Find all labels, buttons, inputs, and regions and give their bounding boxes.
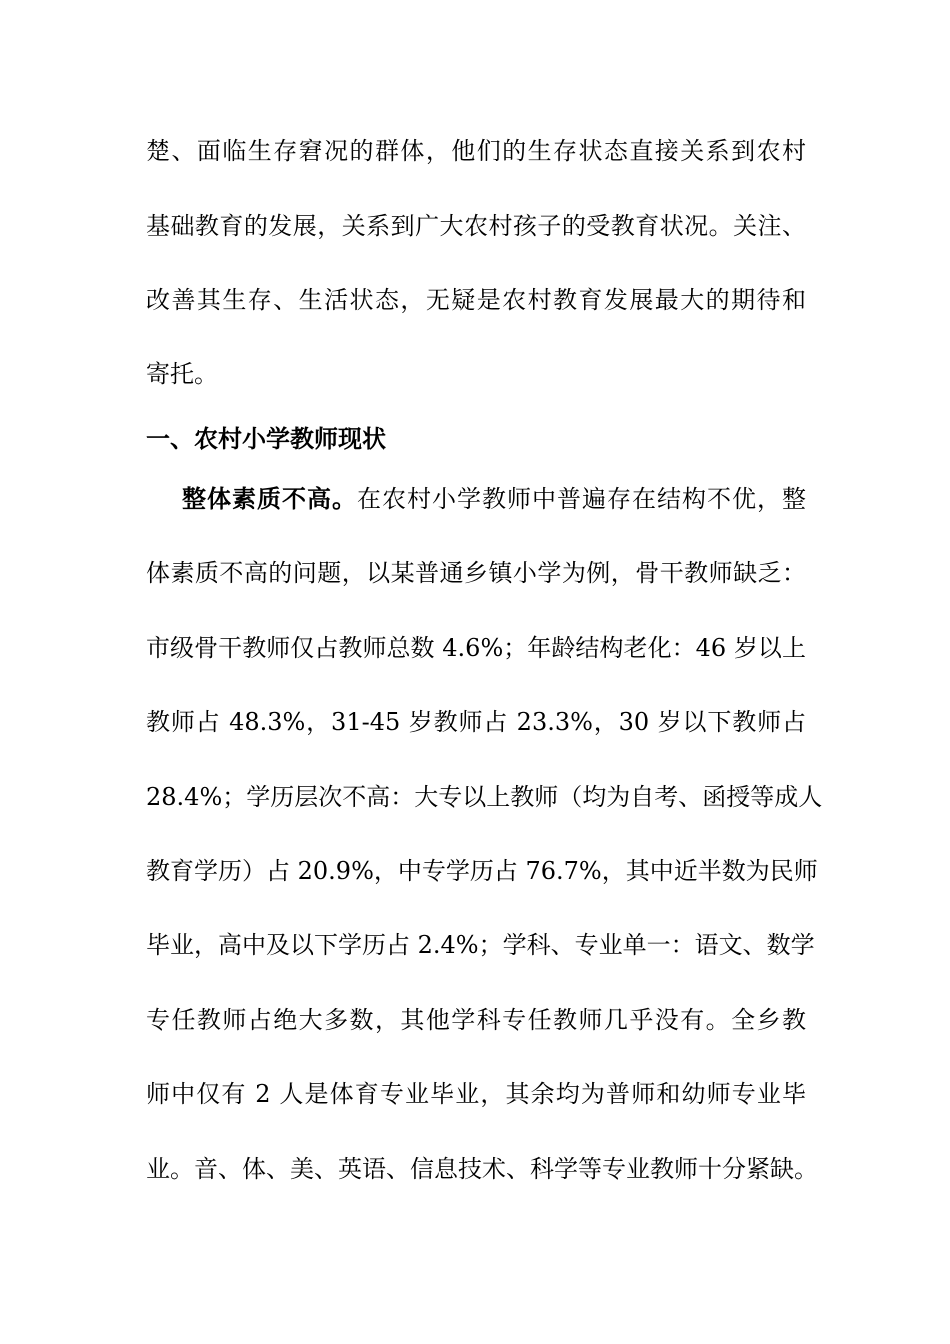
paragraph-2-line-2: 体素质不高的问题，以某普通乡镇小学为例，骨干教师缺乏： (146, 559, 806, 587)
paragraph-1-line-3: 改善其生存、生活状态，无疑是农村教育发展最大的期待和 (146, 286, 806, 314)
paragraph-2-line-1 (182, 484, 806, 514)
paragraph-2-line-10: 业。音、体、美、英语、信息技术、科学等专业教师十分紧缺。 (146, 1155, 818, 1183)
paragraph-2-line-8: 专任教师占绝大多数，其他学科专任教师几乎没有。全乡教 (146, 1006, 806, 1034)
paragraph-2-line-4: 教师占 48.3%，31-45 岁教师占 23.3%，30 岁以下教师占 (146, 708, 806, 736)
paragraph-2-line-5: 28.4%；学历层次不高：大专以上教师（均为自考、函授等成人 (146, 783, 823, 811)
section-heading: 一、农村小学教师现状 (146, 424, 386, 453)
paragraph-2-line-1-rest: 在农村小学教师中普遍存在结构不优，整 (357, 485, 806, 513)
paragraph-2-lead-bold: 整体素质不高。 (182, 484, 357, 513)
paragraph-1-line-4: 寄托。 (146, 360, 218, 388)
paragraph-2-line-6: 教育学历）占 20.9%，中专学历占 76.7%，其中近半数为民师 (146, 857, 818, 885)
paragraph-1-line-2: 基础教育的发展，关系到广大农村孩子的受教育状况。关注、 (146, 212, 806, 240)
paragraph-2-line-3: 市级骨干教师仅占教师总数 4.6%；年龄结构老化：46 岁以上 (146, 634, 806, 662)
paragraph-2-line-9: 师中仅有 2 人是体育专业毕业，其余均为普师和幼师专业毕 (146, 1080, 806, 1108)
paragraph-2-line-7: 毕业，高中及以下学历占 2.4%；学科、专业单一：语文、数学 (146, 931, 815, 959)
paragraph-1-line-1: 楚、面临生存窘况的群体，他们的生存状态直接关系到农村 (146, 137, 806, 165)
